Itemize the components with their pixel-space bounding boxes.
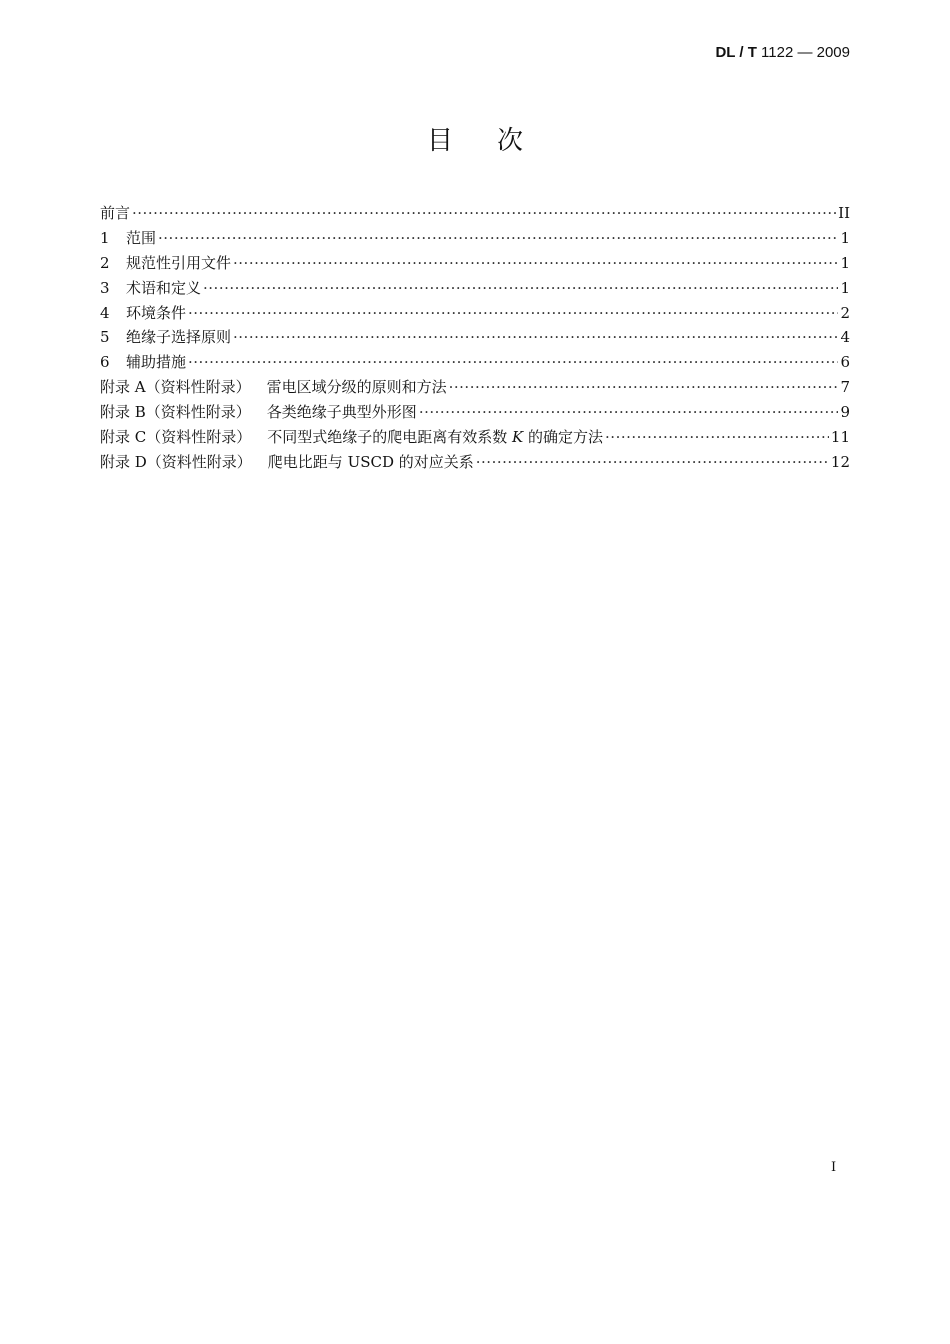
standard-number [715, 44, 850, 61]
toc-entry-page: 2 [840, 303, 850, 322]
toc-entry-number: 6 [100, 353, 110, 372]
toc-leader-dots [132, 201, 836, 226]
toc-entry-foreword[interactable] [100, 201, 850, 226]
toc-leader-dots [449, 375, 839, 400]
toc-entry-6[interactable] [100, 350, 850, 375]
standard-code-number: 1122 — 2009 [756, 44, 850, 61]
toc-leader-dots [188, 350, 838, 375]
toc-entry-number: 4 [100, 303, 110, 322]
toc-entry-appendix-a[interactable] [100, 375, 850, 400]
toc-entry-label: 绝缘子选择原则 [126, 328, 232, 347]
toc-label-italic-symbol: K [512, 428, 524, 447]
toc-entry-page: 1 [840, 228, 850, 247]
toc-entry-page: 11 [830, 428, 850, 447]
toc-entry-page: 12 [830, 452, 850, 471]
toc-entry-number: 3 [100, 278, 110, 297]
toc-leader-dots [233, 251, 838, 276]
toc-leader-dots [419, 400, 839, 425]
toc-label-part: 的确定方法 [523, 428, 604, 447]
toc-entry-label: 前言 [100, 204, 131, 222]
table-of-contents [100, 201, 850, 475]
toc-entry-number: 2 [100, 253, 110, 272]
toc-entry-page: 4 [840, 328, 850, 347]
toc-leader-dots [188, 301, 838, 326]
toc-leader-dots [158, 226, 838, 251]
toc-entry-1[interactable] [100, 226, 850, 251]
toc-entry-2[interactable] [100, 251, 850, 276]
toc-appendix-prefix: 附录 D（资料性附录） [100, 452, 252, 471]
page-number: I [831, 1160, 837, 1175]
toc-entry-label [267, 425, 603, 450]
toc-appendix-prefix: 附录 B（资料性附录） [100, 403, 251, 422]
toc-entry-appendix-c[interactable] [100, 425, 850, 450]
toc-appendix-prefix: 附录 C（资料性附录） [100, 428, 252, 447]
toc-entry-label: 各类绝缘子典型外形图 [266, 403, 417, 422]
toc-entry-number: 1 [100, 228, 110, 247]
toc-entry-label: 雷电区域分级的原则和方法 [266, 378, 447, 397]
toc-entry-label: 辅助措施 [126, 353, 187, 372]
toc-label-part: 不同型式绝缘子的爬电距离有效系数 [267, 428, 513, 447]
toc-leader-dots [605, 425, 829, 450]
toc-entry-3[interactable] [100, 276, 850, 301]
toc-entry-page: 1 [840, 253, 850, 272]
standard-code-prefix: DL / T [715, 44, 757, 61]
toc-entry-page: 7 [840, 378, 850, 397]
toc-entry-label: 规范性引用文件 [126, 253, 232, 272]
toc-leader-dots [476, 450, 829, 475]
toc-entry-5[interactable] [100, 325, 850, 350]
toc-entry-number: 5 [100, 328, 110, 347]
toc-leader-dots [233, 325, 838, 350]
toc-entry-label: 术语和定义 [126, 278, 202, 297]
toc-title: 目次 [426, 126, 567, 156]
toc-appendix-prefix: 附录 A（资料性附录） [100, 378, 251, 397]
toc-entry-page: 1 [840, 278, 850, 297]
toc-entry-page: II [838, 204, 850, 222]
toc-leader-dots [203, 276, 838, 301]
toc-entry-4[interactable] [100, 301, 850, 326]
toc-entry-label: 爬电比距与 USCD 的对应关系 [267, 452, 474, 471]
toc-entry-appendix-d[interactable] [100, 450, 850, 475]
toc-entry-page: 6 [840, 353, 850, 372]
toc-entry-label: 环境条件 [126, 303, 187, 322]
toc-entry-appendix-b[interactable] [100, 400, 850, 425]
toc-entry-page: 9 [840, 403, 850, 422]
toc-entry-label: 范围 [126, 228, 157, 247]
